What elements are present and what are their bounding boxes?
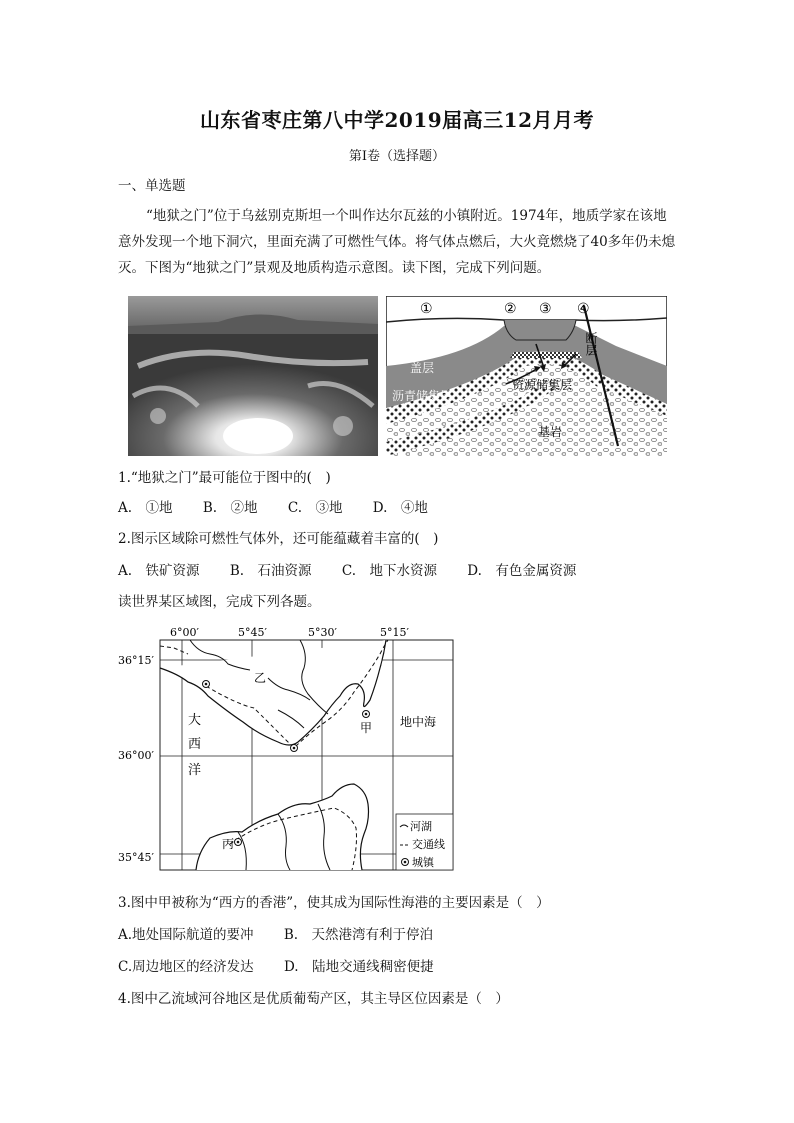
legend-transport: 交通线 xyxy=(412,838,445,851)
place-jia: 甲 xyxy=(360,721,373,735)
q1-option-b[interactable]: B. ②地 xyxy=(202,500,258,516)
crater-photo xyxy=(128,296,378,456)
q3-stem: 3.图中甲被称为“西方的香港”，使其成为国际性海港的主要因素是（ ） xyxy=(118,895,550,911)
legend-river: 河湖 xyxy=(410,820,432,833)
ocean-label: 西 xyxy=(188,737,202,752)
marker-4: ④ xyxy=(577,301,590,317)
label-source: 资源储集层 xyxy=(512,378,573,392)
q4-stem: 4.图中乙流域河谷地区是优质葡萄产区，其主导区位因素是（ ） xyxy=(118,991,509,1007)
lat-label: 36°00′ xyxy=(118,749,154,762)
passage-2: 读世界某区域图，完成下列各题。 xyxy=(118,594,321,610)
q2-options xyxy=(118,561,602,581)
q3-option-b[interactable]: B. 天然港湾有利于停泊 xyxy=(283,927,434,943)
passage-1: “地狱之门”位于乌兹别克斯坦一个叫作达尔瓦兹的小镇附近。1974年，地质学家在该地意外发现一个地下洞穴，里面充满了可燃性气体。将气体点燃后，大火竟燃烧了40多年仍未熄灭。下图为“地狱之门”景观及地质构造示意图。读下图，完成下列问题。 xyxy=(118,208,676,276)
q1-option-a[interactable]: A. ①地 xyxy=(118,500,173,516)
q3-option-a[interactable]: A.地处国际航道的要冲 xyxy=(118,927,254,943)
marker-1: ① xyxy=(420,301,433,317)
q3-option-d[interactable]: D. 陆地交通线稠密便捷 xyxy=(283,959,434,975)
place-bing: 丙 xyxy=(222,837,235,851)
marker-3: ③ xyxy=(539,301,552,317)
sea-label: 地中海 xyxy=(400,715,437,729)
ocean-label: 大 xyxy=(188,713,202,728)
geology-diagram xyxy=(386,296,667,457)
q2-option-c[interactable]: C. 地下水资源 xyxy=(341,563,437,579)
lat-label: 36°15′ xyxy=(118,654,154,667)
q1-stem: 1.“地狱之门”最可能位于图中的( ) xyxy=(118,470,331,486)
lon-label: 5°30′ xyxy=(308,626,337,639)
region-map xyxy=(118,624,478,874)
q1-options xyxy=(118,498,454,518)
q1-option-d[interactable]: D. ④地 xyxy=(372,500,428,516)
lon-label: 5°15′ xyxy=(380,626,409,639)
q1-option-c[interactable]: C. ③地 xyxy=(287,500,343,516)
lon-label: 6°00′ xyxy=(170,626,199,639)
q2-option-a[interactable]: A. 铁矿资源 xyxy=(118,563,200,579)
q2-option-b[interactable]: B. 石油资源 xyxy=(229,563,312,579)
legend-town: 城镇 xyxy=(412,856,434,869)
label-base: 基岩 xyxy=(538,425,563,439)
ocean-label: 洋 xyxy=(188,763,202,778)
page-subtitle: 第Ⅰ卷（选择题） xyxy=(348,149,446,164)
label-cap: 盖层 xyxy=(410,361,435,375)
q2-stem: 2.图示区域除可燃性气体外，还可能蕴藏着丰富的( ) xyxy=(118,531,439,547)
section-heading: 一、单选题 xyxy=(118,178,186,194)
q3-option-c[interactable]: C.周边地区的经济发达 xyxy=(118,959,254,975)
lat-label: 35°45′ xyxy=(118,851,154,864)
page-title: 山东省枣庄第八中学2019届高三12月月考 xyxy=(200,108,594,132)
lon-label: 5°45′ xyxy=(238,626,267,639)
q3-options-row2 xyxy=(118,957,460,977)
q2-option-d[interactable]: D. 有色金属资源 xyxy=(467,563,577,579)
marker-2: ② xyxy=(504,301,517,317)
place-yi: 乙 xyxy=(254,671,267,685)
label-bitumen: 沥青储集层 xyxy=(392,389,453,403)
label-fault: 断层 xyxy=(584,332,598,356)
q3-options-row1 xyxy=(118,925,459,945)
